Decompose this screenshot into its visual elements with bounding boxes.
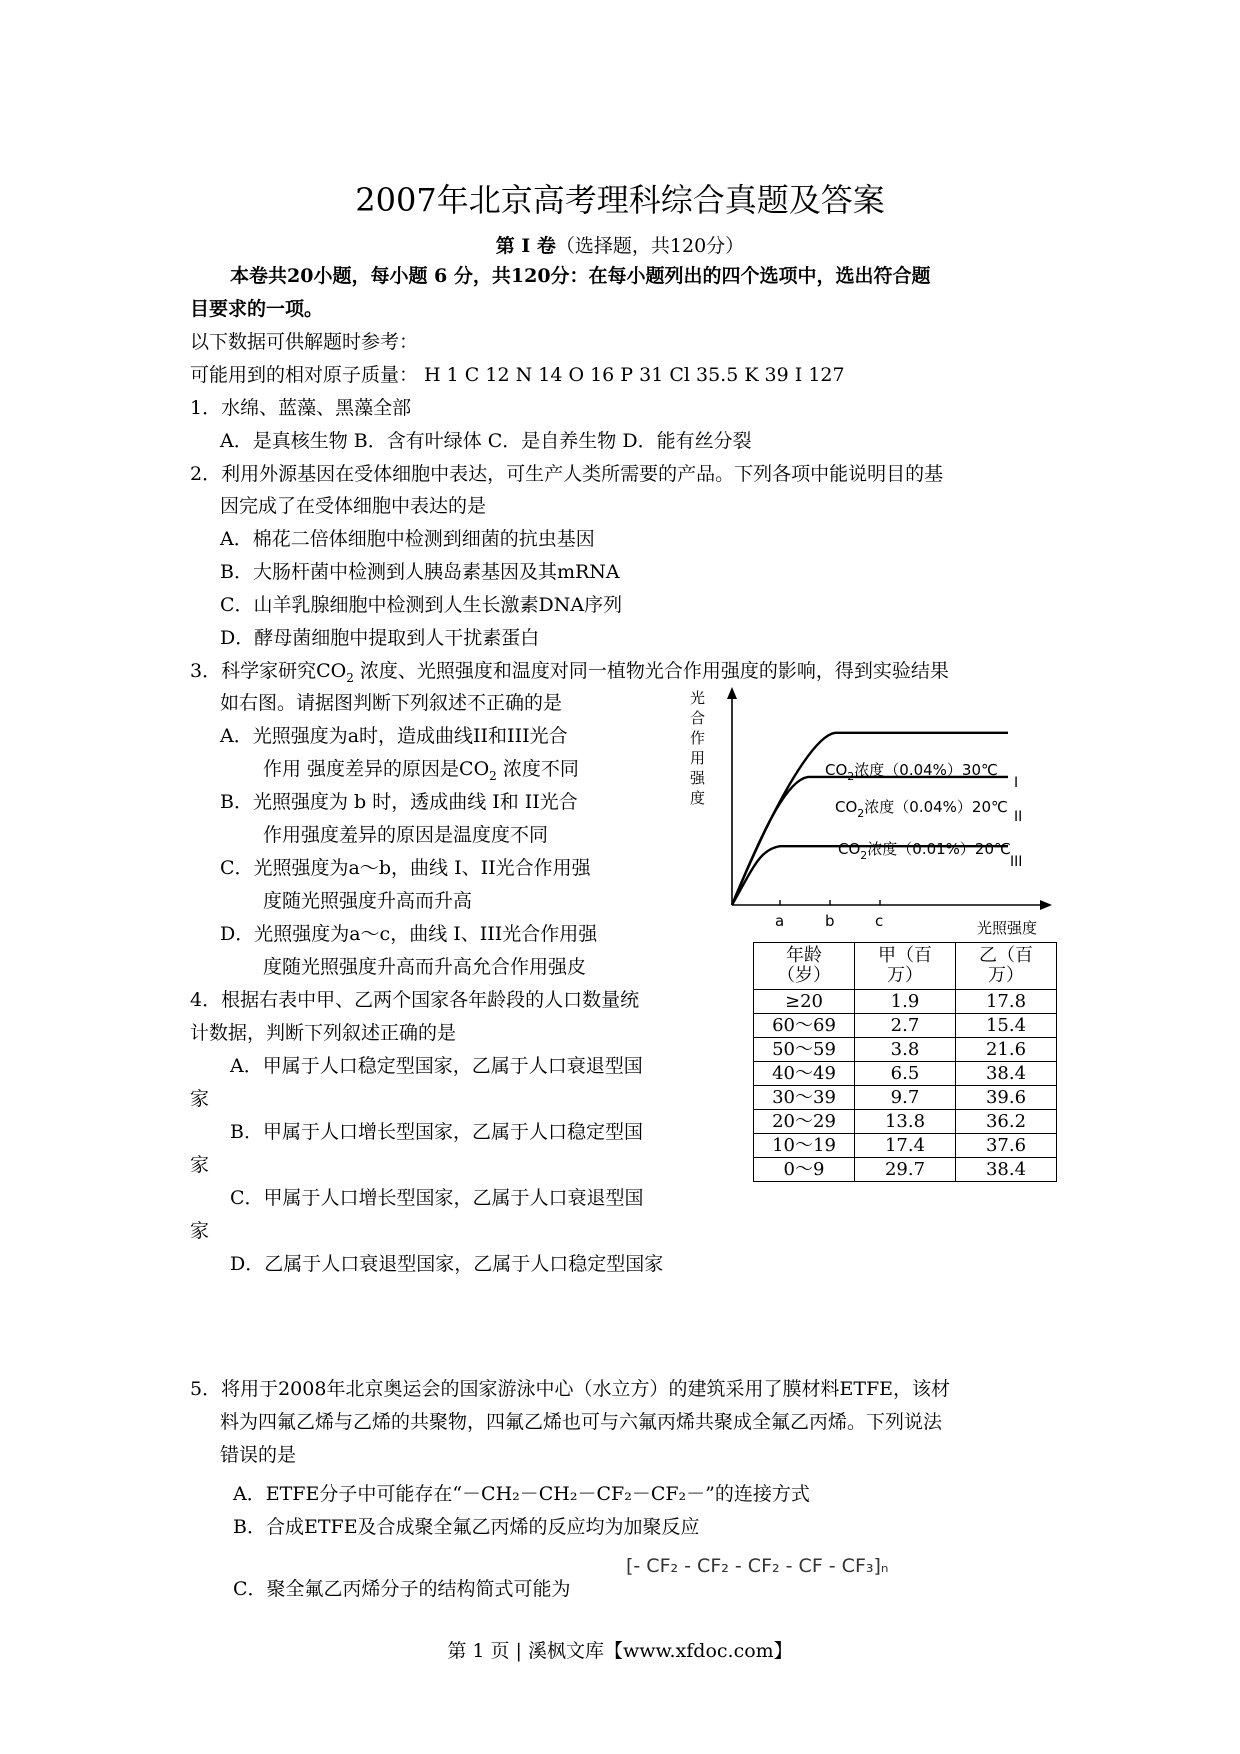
population-table: [753, 942, 1057, 1182]
q4-option-b-1: B．甲属于人口增长型国家，乙属于人口稳定型国: [230, 1121, 643, 1143]
table-row: ≥20 1.9 17.8: [754, 990, 1057, 1014]
q4-option-b-2: 家: [190, 1154, 210, 1176]
x-axis-arrow: [1040, 900, 1052, 910]
table-row: 30～39 9.7 39.6: [754, 1086, 1057, 1110]
section-label: 第 I 卷: [495, 235, 556, 257]
q2-stem-1: 2．利用外源基因在受体细胞中表达，可生产人类所需要的产品。下列各项中能说明目的基: [190, 463, 944, 485]
table-row: 20～29 13.8 36.2: [754, 1110, 1057, 1134]
table-row: 40～49 6.5 38.4: [754, 1062, 1057, 1086]
q3-option-b-1: B．光照强度为 b 时，透成曲线 I和 II光合: [220, 791, 578, 813]
q2-option-c: C．山羊乳腺细胞中检测到人生长激素DNA序列: [220, 594, 623, 616]
header-yi: 乙（百 万）: [956, 943, 1057, 990]
section-note: （选择题，共120分）: [555, 235, 745, 257]
q3-option-d-1: D．光照强度为a～c，曲线 I、III光合作用强: [220, 923, 598, 945]
q3-option-c-2: 度随光照强度升高而升高: [263, 890, 473, 912]
q2-option-b: B．大肠杆菌中检测到人胰岛素基因及其mRNA: [220, 561, 620, 583]
table-header-row: [754, 943, 1057, 990]
q4-option-c-1: C．甲属于人口增长型国家，乙属于人口衰退型国: [230, 1187, 644, 1209]
q3-option-a-1: A．光照强度为a时，造成曲线II和III光合: [220, 725, 568, 747]
series-label-1: $CO_2$浓度（0.04%）30℃: [825, 761, 998, 783]
table-row: 50～59 3.8 21.6: [754, 1038, 1057, 1062]
table-row: 10～19 17.4 37.6: [754, 1134, 1057, 1158]
series-roman-1: I: [1014, 775, 1019, 791]
q3-option-d-2: 度随光照强度升高而升高允合作用强皮: [263, 956, 587, 978]
q3-option-b-2: 作用强度羞异的原因是温度度不同: [263, 824, 549, 846]
x-axis-label: 光照强度: [977, 919, 1038, 937]
q3-option-c-1: C．光照强度为a～b，曲线 I、II光合作用强: [220, 857, 591, 879]
q3-option-a-2: 作用 强度差异的原因是$CO_2$ 浓度不同: [263, 758, 579, 783]
table-row: 60～69 2.7 15.4: [754, 1014, 1057, 1038]
q2-stem-2: 因完成了在受体细胞中表达的是: [220, 495, 487, 517]
q3-stem-2: 如右图。请据图判断下列叙述不正确的是: [220, 692, 563, 714]
y-axis-arrow: [727, 687, 737, 699]
page-footer: 第 1 页 | 溪枫文库【www.xfdoc.com】: [447, 1640, 793, 1662]
q4-option-c-2: 家: [190, 1220, 210, 1242]
y-axis-label: 光合作用强度: [690, 689, 706, 807]
series-label-3: $CO_2$浓度（0.01%）20℃: [838, 840, 1011, 862]
reference-line: 以下数据可供解题时参考：: [190, 331, 419, 353]
atomic-mass-line: 可能用到的相对原子质量： H 1 C 12 N 14 O 16 P 31 Cl 35.5 K 39 I 127: [190, 364, 845, 386]
q2-option-d: D．酵母菌细胞中提取到人干扰素蛋白: [220, 627, 540, 649]
q5-formula: [- CF₂ - CF₂ - CF₂ - CF - CF₃]ₙ: [626, 1555, 889, 1577]
x-tick-label: c: [875, 912, 884, 930]
q4-option-a-2: 家: [190, 1088, 210, 1110]
q5-option-b: B．合成ETFE及合成聚全氟乙丙烯的反应均为加聚反应: [233, 1516, 700, 1538]
header-age: 年龄 （岁）: [754, 943, 855, 990]
intro-line-1: 本卷共20小题，每小题 6 分，共120分：在每小题列出的四个选项中，选出符合题: [230, 265, 931, 287]
series-curve-1: [732, 733, 1008, 905]
page-title: 2007年北京高考理科综合真题及答案: [355, 181, 885, 219]
photosynthesis-chart: [690, 685, 1060, 945]
series-roman-2: II: [1014, 809, 1023, 825]
table-row: 0～9 29.7 38.4: [754, 1158, 1057, 1182]
intro-line-2: 目要求的一项。: [190, 298, 324, 320]
q4-stem-2: 计数据，判断下列叙述正确的是: [190, 1022, 457, 1044]
q5-stem-2: 料为四氟乙烯与乙烯的共聚物，四氟乙烯也可与六氟丙烯共聚成全氟乙丙烯。下列说法: [220, 1411, 943, 1433]
q2-option-a: A．棉花二倍体细胞中检测到细菌的抗虫基因: [220, 528, 595, 550]
header-jia: 甲（百 万）: [855, 943, 956, 990]
x-tick-label: b: [825, 912, 835, 930]
q5-option-c: C．聚全氟乙丙烯分子的结构简式可能为: [233, 1578, 571, 1600]
q4-option-a-1: A．甲属于人口稳定型国家，乙属于人口衰退型国: [230, 1055, 643, 1077]
series-roman-3: III: [1010, 854, 1023, 870]
section-heading: [0, 231, 1240, 258]
q3-stem-1: 3．科学家研究$CO_2$ 浓度、光照强度和温度对同一植物光合作用强度的影响，得到实验结果: [190, 660, 949, 685]
q4-stem-1: 4．根据右表中甲、乙两个国家各年龄段的人口数量统: [190, 989, 640, 1011]
q1-stem: 1．水绵、蓝藻、黑藻全部: [190, 397, 412, 419]
q5-stem-1: 5．将用于2008年北京奥运会的国家游泳中心（水立方）的建筑采用了膜材料ETFE，该材: [190, 1378, 951, 1400]
q5-option-a: A．ETFE分子中可能存在“－CH₂－CH₂－CF₂－CF₂－”的连接方式: [233, 1483, 810, 1505]
q4-option-d: D．乙属于人口衰退型国家，乙属于人口稳定型国家: [230, 1253, 664, 1275]
q1-options: A．是真核生物 B．含有叶绿体 C．是自养生物 D．能有丝分裂: [220, 430, 752, 452]
x-tick-label: a: [775, 912, 785, 930]
q5-stem-3: 错误的是: [220, 1444, 297, 1466]
series-label-2: $CO_2$浓度（0.04%）20℃: [835, 798, 1008, 820]
